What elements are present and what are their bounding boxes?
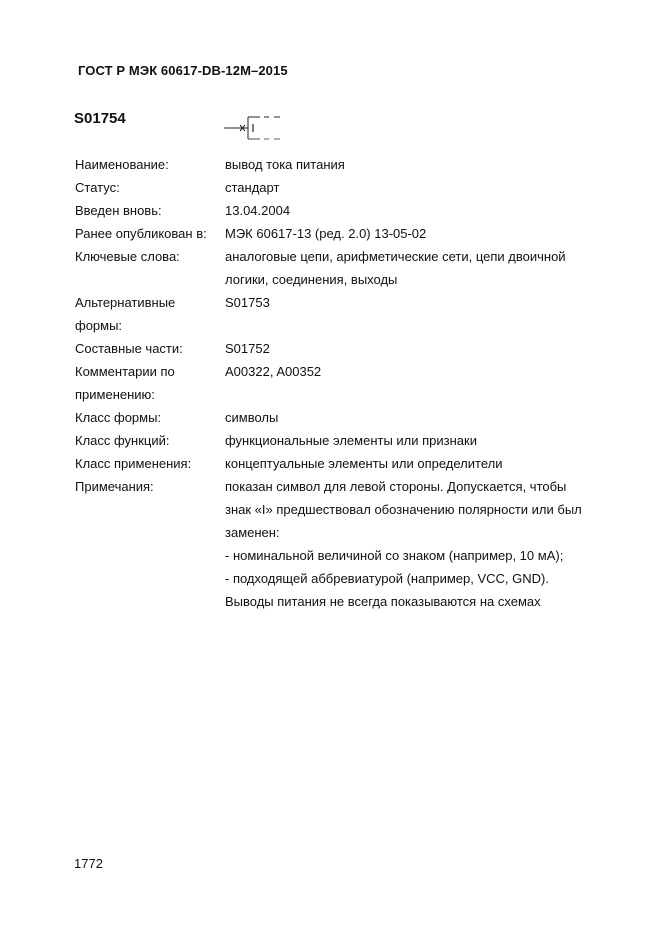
field-row <box>75 291 615 337</box>
field-label <box>75 429 225 452</box>
field-label-line: Ранее опубликован в: <box>75 226 207 241</box>
field-label <box>75 291 225 337</box>
field-label <box>75 337 225 360</box>
field-label-line: Класс формы: <box>75 410 162 425</box>
field-row <box>75 176 615 199</box>
field-value-line: - подходящей аббревиатурой (например, VCC, GND). <box>225 571 549 586</box>
field-value-line: аналоговые цепи, арифметические сети, цепи двоичной <box>225 249 566 264</box>
field-value <box>225 406 615 429</box>
field-label-line: Статус: <box>75 180 120 195</box>
field-row <box>75 153 615 176</box>
field-value <box>225 429 615 452</box>
field-value-line: 13.04.2004 <box>225 203 291 218</box>
field-label-line: Примечания: <box>75 479 154 494</box>
document-header: ГОСТ Р МЭК 60617-DB-12M–2015 <box>78 63 288 78</box>
field-value <box>225 337 615 360</box>
field-list <box>75 153 615 613</box>
field-label-line: Введен вновь: <box>75 203 162 218</box>
field-label <box>75 406 225 429</box>
symbol-code: S01754 <box>74 110 126 127</box>
field-value <box>225 475 615 613</box>
field-value-line: символы <box>225 410 279 425</box>
field-label <box>75 360 225 406</box>
field-value-line: функциональные элементы или признаки <box>225 433 477 448</box>
field-value-line: МЭК 60617-13 (ред. 2.0) 13-05-02 <box>225 226 427 241</box>
field-row <box>75 406 615 429</box>
field-label <box>75 222 225 245</box>
field-label-line: Ключевые слова: <box>75 249 180 264</box>
field-value <box>225 360 615 406</box>
field-label-line: Наименование: <box>75 157 169 172</box>
field-value-line: Выводы питания не всегда показываются на схемах <box>225 594 541 609</box>
field-label <box>75 452 225 475</box>
field-label-line: Альтернативные <box>75 295 176 310</box>
power-supply-terminal-symbol-icon <box>224 113 286 146</box>
field-row <box>75 360 615 406</box>
field-value <box>225 222 615 245</box>
field-value-line: заменен: <box>225 525 280 540</box>
field-value <box>225 291 615 337</box>
field-label <box>75 153 225 176</box>
field-row <box>75 429 615 452</box>
field-label-line: применению: <box>75 387 155 402</box>
field-label-line: Составные части: <box>75 341 183 356</box>
field-label <box>75 475 225 613</box>
field-label-line: Класс функций: <box>75 433 170 448</box>
field-row <box>75 245 615 291</box>
field-value-line: показан символ для левой стороны. Допускается, чтобы <box>225 479 567 494</box>
field-label-line: Комментарии по <box>75 364 175 379</box>
field-row <box>75 475 615 613</box>
field-value <box>225 153 615 176</box>
field-row <box>75 222 615 245</box>
field-row <box>75 337 615 360</box>
field-value-line: S01753 <box>225 295 270 310</box>
page-number: 1772 <box>74 856 103 871</box>
field-value-line: концептуальные элементы или определители <box>225 456 503 471</box>
field-label-line: формы: <box>75 318 123 333</box>
field-value-line: - номинальной величиной со знаком (например, 10 мА); <box>225 548 564 563</box>
field-row <box>75 199 615 222</box>
field-value-line: вывод тока питания <box>225 157 345 172</box>
field-label <box>75 245 225 291</box>
field-row <box>75 452 615 475</box>
field-label <box>75 199 225 222</box>
field-value <box>225 176 615 199</box>
field-label-line: Класс применения: <box>75 456 192 471</box>
field-value-line: A00322, A00352 <box>225 364 322 379</box>
field-value-line: логики, соединения, выходы <box>225 272 398 287</box>
field-value-line: стандарт <box>225 180 280 195</box>
field-value <box>225 452 615 475</box>
field-label <box>75 176 225 199</box>
field-value-line: знак «I» предшествовал обозначению полярности или был <box>225 502 582 517</box>
field-value <box>225 245 615 291</box>
field-value-line: S01752 <box>225 341 270 356</box>
field-value <box>225 199 615 222</box>
